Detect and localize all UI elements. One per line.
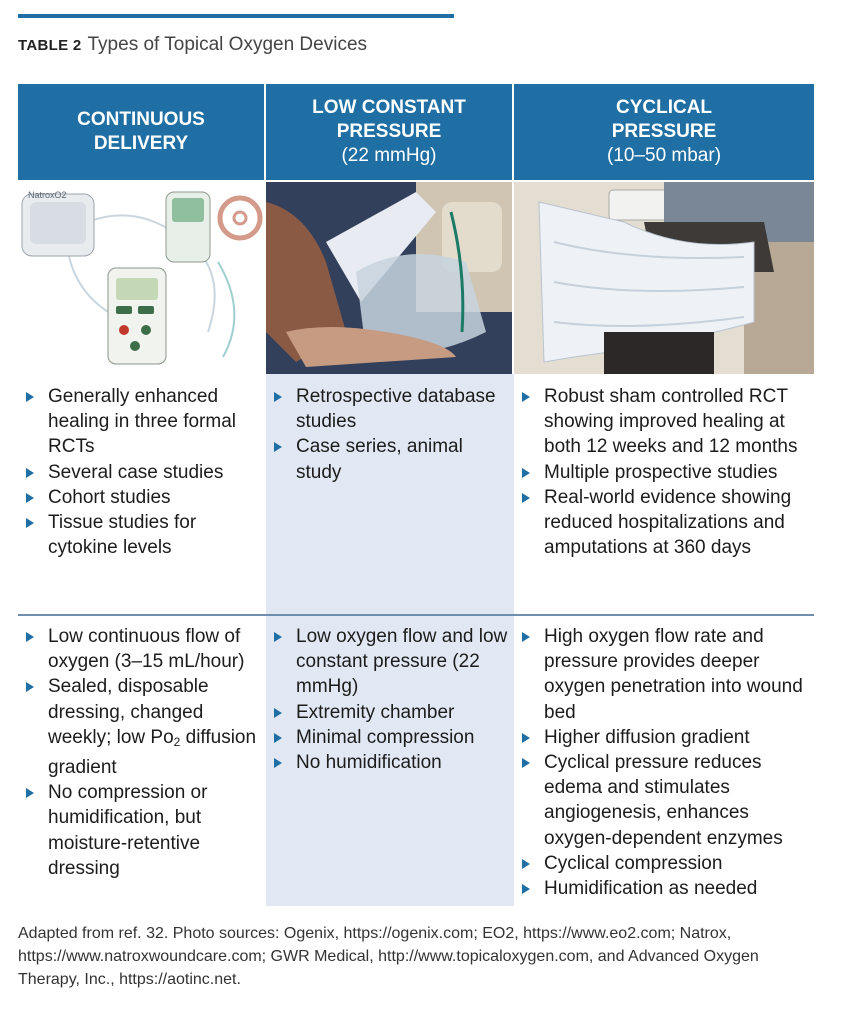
photo-cyclical-device — [514, 182, 814, 374]
bullet-icon — [522, 859, 530, 869]
header-pressure-value: (22 mmHg) — [341, 145, 437, 166]
list-item: Robust sham controlled RCT showing improved healing at both 12 weeks and 12 months — [516, 384, 812, 460]
photo-continuous-devices — [18, 182, 264, 374]
bullet-icon — [26, 392, 34, 402]
header-pressure-value: (10–50 mbar) — [606, 145, 722, 166]
list-item: Low oxygen flow and low constant pressure (22 mmHg) — [268, 624, 512, 700]
continuous-device-illustration — [18, 182, 264, 374]
bullet-icon — [26, 493, 34, 503]
header-line: PRESSURE — [611, 121, 717, 142]
evidence-list-continuous — [20, 384, 260, 560]
bullet-icon — [274, 733, 282, 743]
bullet-icon — [26, 632, 34, 642]
bullet-icon — [26, 468, 34, 478]
source-note: Adapted from ref. 32. Photo sources: Ogenix, https://ogenix.com; EO2, https://www.eo2.com; Natrox, https://www.natroxwoundcare.com; GWR Medical, http://www.topicaloxygen.com, and Advanced Oxygen Therapy, Inc., https://aotinc.net. — [18, 925, 759, 988]
bullet-icon — [26, 682, 34, 692]
list-item: Multiple prospective studies — [516, 460, 812, 485]
table-caption — [18, 34, 367, 56]
features-list-cyclical — [516, 624, 814, 901]
table-label: TABLE 2 — [18, 37, 82, 54]
cyclical-pressure-illustration — [514, 182, 814, 374]
list-item: Real-world evidence showing reduced hospitalizations and amputations at 360 days — [516, 485, 812, 561]
header-line: CYCLICAL — [615, 97, 713, 118]
list-item: Tissue studies for cytokine levels — [20, 510, 260, 560]
list-item: High oxygen flow rate and pressure provides deeper oxygen penetration into wound bed — [516, 624, 814, 725]
list-item: No humidification — [268, 750, 512, 775]
bullet-icon — [274, 442, 282, 452]
bullet-icon — [522, 468, 530, 478]
bullet-icon — [522, 493, 530, 503]
list-item: Higher diffusion gradient — [516, 725, 814, 750]
features-list-continuous — [20, 624, 260, 881]
list-item: Cyclical compression — [516, 851, 814, 876]
list-item: Several case studies — [20, 460, 260, 485]
table-title: Types of Topical Oxygen Devices — [87, 34, 368, 55]
list-item: Retrospective database studies — [268, 384, 508, 434]
top-rule — [18, 14, 454, 18]
device-brand-label: NatroxO2 — [28, 190, 67, 200]
list-item: Cohort studies — [20, 485, 260, 510]
list-item: Minimal compression — [268, 725, 512, 750]
header-cyclical-pressure — [514, 84, 814, 180]
bullet-icon — [274, 632, 282, 642]
features-list-low-constant — [268, 624, 512, 775]
bullet-icon — [522, 733, 530, 743]
header-low-constant-pressure — [266, 84, 512, 180]
bullet-icon — [274, 392, 282, 402]
evidence-list-low-constant — [268, 384, 508, 485]
list-item: Extremity chamber — [268, 700, 512, 725]
header-line: PRESSURE — [336, 121, 442, 142]
bullet-icon — [274, 758, 282, 768]
list-item: Sealed, disposable dressing, changed weekly; low $Po_2$ diffusion gradient — [20, 674, 260, 780]
bullet-icon — [26, 518, 34, 528]
row-divider — [18, 614, 814, 616]
bullet-icon — [522, 632, 530, 642]
bullet-icon — [522, 758, 530, 768]
header-line: DELIVERY — [93, 133, 189, 154]
list-item: Generally enhanced healing in three formal RCTs — [20, 384, 260, 460]
list-item: Cyclical pressure reduces edema and stimulates angiogenesis, enhances oxygen-dependent enzymes — [516, 750, 814, 851]
bullet-icon — [522, 884, 530, 894]
list-item: Case series, animal study — [268, 434, 508, 484]
bullet-icon — [274, 708, 282, 718]
header-continuous-delivery — [18, 84, 264, 180]
devices-table — [18, 84, 814, 906]
evidence-list-cyclical — [516, 384, 812, 560]
header-line: CONTINUOUS — [77, 109, 205, 130]
list-item: Low continuous flow of oxygen (3–15 mL/hour) — [20, 624, 260, 674]
bullet-icon — [522, 392, 530, 402]
photo-low-constant-chamber — [266, 182, 512, 374]
extremity-chamber-illustration — [266, 182, 512, 374]
header-line: LOW CONSTANT — [312, 97, 466, 118]
list-item: Humidification as needed — [516, 876, 814, 901]
list-item: No compression or humidification, but moisture-retentive dressing — [20, 780, 260, 881]
bullet-icon — [26, 788, 34, 798]
